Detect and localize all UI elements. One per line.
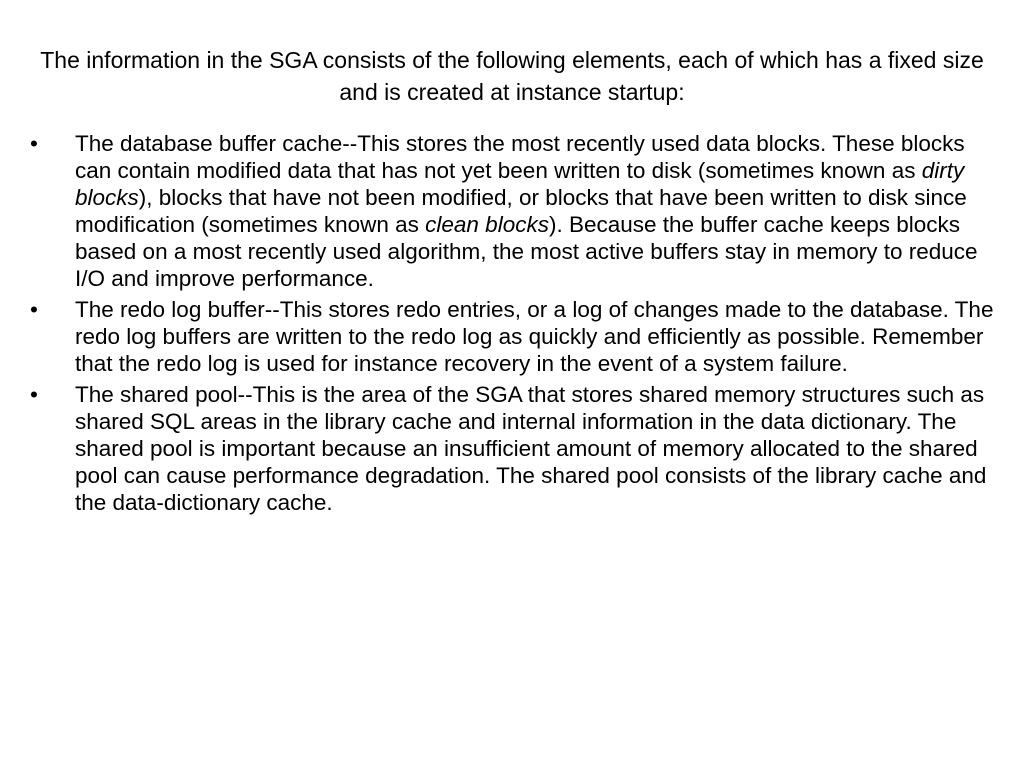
bullet-list: [30, 130, 1000, 520]
bullet-text: The redo log buffer--This stores redo entries, or a log of changes made to the database. The redo log buffers are written to the redo log as quickly and efficiently as possible. Remember that the redo log is used for instance recovery in the event of a system failure.: [75, 297, 994, 376]
slide-title: The information in the SGA consists of the following elements, each of which has a fixed size and is created at instance startup:: [40, 47, 984, 105]
bullet-item-redo-log: [30, 296, 1000, 377]
bullet-text: The shared pool--This is the area of the SGA that stores shared memory structures such as shared SQL areas in the library cache and internal information in the data dictionary. The shared pool is important because an insufficient amount of memory allocated to the shared pool can cause performance degradation. The shared pool consists of the library cache and the data-dictionary cache.: [75, 382, 987, 515]
emphasis-clean-blocks: clean blocks: [425, 212, 549, 237]
bullet-text: [75, 131, 978, 291]
bullet-icon: •: [30, 382, 38, 407]
emphasis-dirty-blocks: dirty blocks: [75, 158, 965, 210]
bullet-item-shared-pool: [30, 381, 1000, 516]
bullet-text-part: The database buffer cache--This stores the most recently used data blocks. These blocks can contain modified data that has not yet been written to disk (sometimes known as: [75, 131, 965, 183]
bullet-text-part: ), blocks that have not been modified, or blocks that have been written to disk since modification (sometimes known as: [75, 185, 967, 237]
bullet-icon: •: [30, 297, 38, 322]
bullet-item-buffer-cache: [30, 130, 1000, 292]
bullet-icon: •: [30, 131, 38, 156]
bullet-text-part: ). Because the buffer cache keeps blocks based on a most recently used algorithm, the most active buffers stay in memory to reduce I/O and improve performance.: [75, 212, 978, 291]
